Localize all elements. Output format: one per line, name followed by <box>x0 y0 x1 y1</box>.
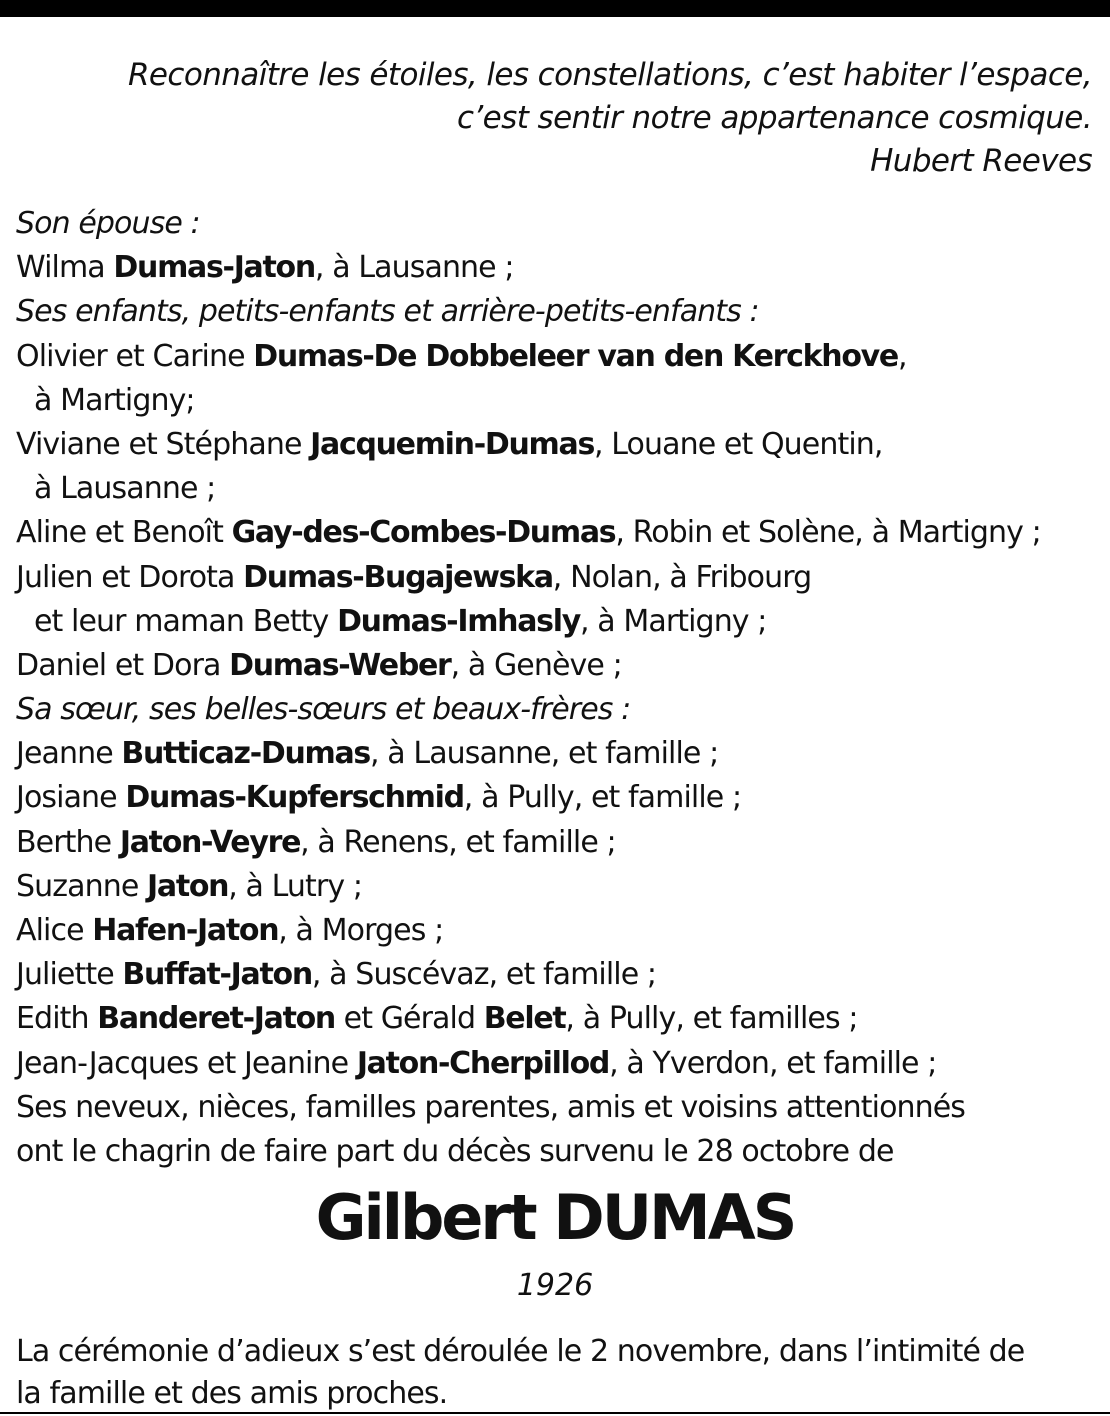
sib1-name: Jeanne <box>16 736 122 772</box>
child4-cont-after: , à Martigny ; <box>579 603 767 639</box>
sib5-name: Alice <box>16 913 93 948</box>
sib1-surname: Butticaz-Dumas <box>121 736 370 772</box>
sib7-surname-2: Belet <box>483 1001 566 1037</box>
spouse-surname: Dumas-Jaton <box>113 250 315 286</box>
child2-names: Viviane et Stéphane <box>16 426 311 462</box>
sibling-line-6 <box>16 953 1101 997</box>
top-border <box>0 0 1110 17</box>
child1-surname: Dumas-De Dobbeleer van den Kerckhove <box>253 338 898 374</box>
child4-cont-surname: Dumas-Imhasly <box>337 603 580 639</box>
quote-line-1: Reconnaître les étoiles, les constellations, c’est habiter l’espace, <box>127 57 1092 93</box>
quote-line-2: c’est sentir notre appartenance cosmique. <box>456 100 1092 136</box>
child5-after: , à Genève ; <box>450 647 622 683</box>
child4-names: Julien et Dorota <box>16 559 244 595</box>
birth-year: 1926 <box>516 1268 594 1303</box>
child5-surname: Dumas-Weber <box>229 647 451 683</box>
sib8-after: , à Yverdon, et famille ; <box>609 1045 937 1081</box>
ceremony-line-2: la famille et des amis proches. <box>16 1376 448 1411</box>
child-line-3 <box>16 511 1101 555</box>
sibling-line-2 <box>16 776 1101 820</box>
deceased-name: Gilbert DUMAS <box>315 1181 795 1254</box>
sibling-line-7 <box>16 997 1101 1041</box>
sib5-after: , à Morges ; <box>278 913 444 948</box>
spouse-place: , à Lausanne ; <box>314 250 514 286</box>
child-line-2-cont: à Lausanne ; <box>34 471 216 507</box>
child2-after: , Louane et Quentin, <box>594 426 883 462</box>
sib7-after: , à Pully, et familles ; <box>565 1001 858 1037</box>
sibling-line-8 <box>16 1042 1101 1086</box>
sib6-name: Juliette <box>16 957 123 993</box>
child5-names: Daniel et Dora <box>16 647 230 683</box>
sib1-after: , à Lausanne, et famille ; <box>369 736 719 772</box>
child1-after: , <box>897 338 907 374</box>
sib4-name: Suzanne <box>16 868 148 904</box>
children-heading: Ses enfants, petits-enfants et arrière-petits-enfants : <box>16 294 759 330</box>
child-line-2 <box>16 423 1101 467</box>
sib3-surname: Jaton-Veyre <box>119 824 301 860</box>
sib8-surname: Jaton-Cherpillod <box>356 1045 610 1081</box>
sib2-name: Josiane <box>16 780 126 816</box>
sib6-after: , à Suscévaz, et famille ; <box>311 957 657 993</box>
sib6-surname: Buffat-Jaton <box>122 957 312 993</box>
ceremony-line-1: La cérémonie d’adieux s’est déroulée le 2 novembre, dans l’intimité de <box>16 1334 1025 1369</box>
sib4-surname: Jaton <box>147 868 229 904</box>
sibling-line-3 <box>16 821 1101 865</box>
family-list <box>16 202 1101 1174</box>
sibling-line-4 <box>16 865 1101 909</box>
child4-surname: Dumas-Bugajewska <box>243 559 553 595</box>
sibling-line-5 <box>16 909 1101 953</box>
child2-surname: Jacquemin-Dumas <box>310 426 594 462</box>
child3-after: , Robin et Solène, à Martigny ; <box>615 515 1041 551</box>
sib3-name: Berthe <box>16 824 120 860</box>
spouse-heading: Son épouse : <box>16 206 200 241</box>
child1-names: Olivier et Carine <box>16 338 254 374</box>
sibling-line-1 <box>16 732 1101 776</box>
bottom-border <box>0 1412 1110 1414</box>
child4-after: , Nolan, à Fribourg <box>552 559 812 595</box>
sib5-surname: Hafen-Jaton <box>92 913 279 948</box>
spouse-first-name: Wilma <box>16 250 114 286</box>
sib7-name: Edith <box>16 1001 98 1037</box>
quote-author: Hubert Reeves <box>870 143 1092 179</box>
sib7-mid: et Gérald <box>335 1001 484 1037</box>
closing-line-1: Ses neveux, nièces, familles parentes, amis et voisins attentionnés <box>16 1089 966 1125</box>
spouse-line <box>16 246 1101 290</box>
sib7-surname: Banderet-Jaton <box>97 1001 335 1037</box>
sib3-after: , à Renens, et famille ; <box>300 824 616 860</box>
child-line-1-cont: à Martigny; <box>34 382 195 418</box>
ceremony-notice <box>16 1331 1101 1415</box>
child-line-4-cont <box>16 600 1101 644</box>
closing-line-2: ont le chagrin de faire part du décès survenu le 28 octobre de <box>16 1133 894 1169</box>
sib2-surname: Dumas-Kupferschmid <box>125 780 464 816</box>
child-line-1 <box>16 335 1101 379</box>
sib8-name: Jean-Jacques et Jeanine <box>16 1045 357 1081</box>
child3-names: Aline et Benoît <box>16 515 232 551</box>
child4-cont-pre: et leur maman Betty <box>34 603 338 639</box>
child-line-4 <box>16 556 1101 600</box>
child3-surname: Gay-des-Combes-Dumas <box>231 515 616 551</box>
sib4-after: , à Lutry ; <box>228 868 363 904</box>
epigraph-quote <box>128 54 1092 183</box>
child-line-5 <box>16 644 1101 688</box>
siblings-heading: Sa sœur, ses belles-sœurs et beaux-frères : <box>16 692 631 728</box>
sib2-after: , à Pully, et famille ; <box>463 780 742 816</box>
